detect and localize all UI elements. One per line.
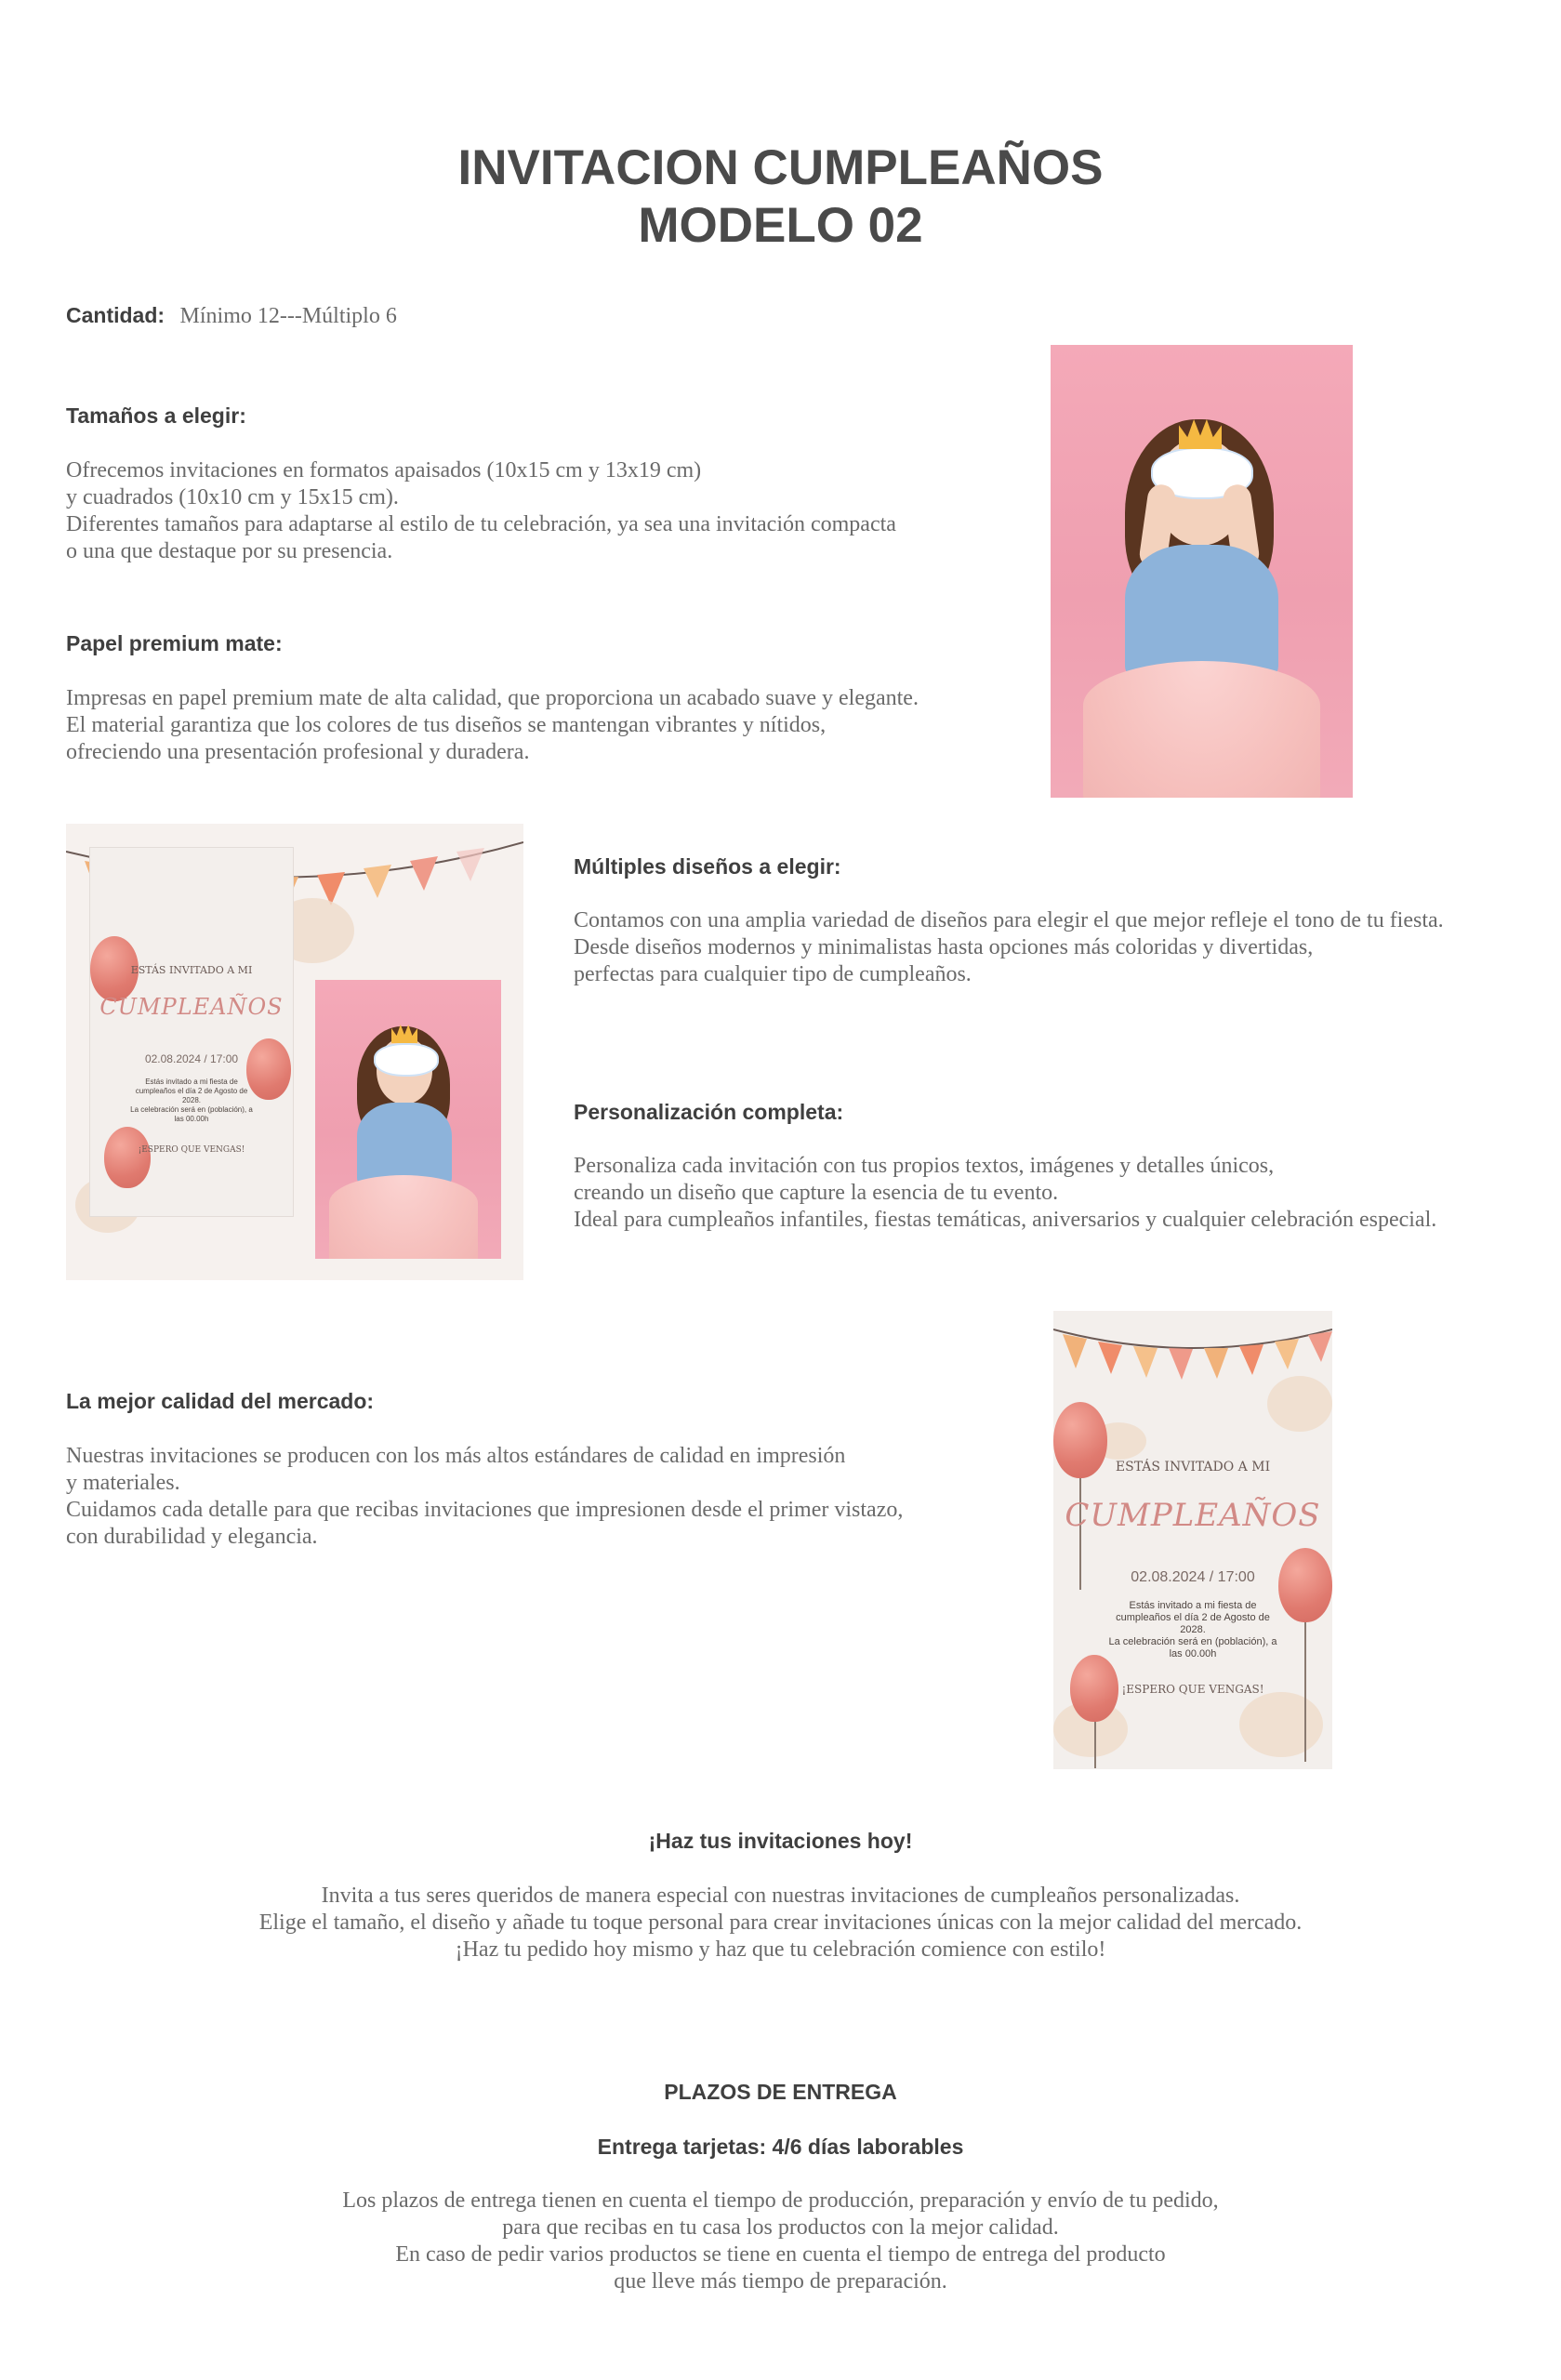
invitation-detail-line: 2028. — [1180, 1624, 1206, 1635]
personalization-line: Personaliza cada invitación con tus propios textos, imágenes y detalles únicos, — [574, 1154, 1275, 1178]
quality-line: Cuidamos cada detalle para que recibas invitaciones que impresionen desde el primer vistazo, — [66, 1498, 904, 1522]
invitation-detail-line: Estás invitado a mi fiesta de — [1129, 1600, 1257, 1611]
girl-photo-small — [315, 980, 501, 1259]
delivery-line: para que recibas en tu casa los productos con la mejor calidad. — [502, 2215, 1059, 2240]
cta-line: ¡Haz tu pedido hoy mismo y haz que tu celebración comience con estilo! — [455, 1937, 1106, 1962]
invitation-detail-line: las 00.00h — [1169, 1648, 1217, 1659]
delivery-text — [0, 2188, 1561, 2295]
sizes-heading: Tamaños a elegir: — [66, 403, 246, 428]
title-line-2: MODELO 02 — [638, 198, 923, 253]
invitation-script-title: CUMPLEAÑOS — [1065, 1497, 1321, 1534]
invitation-closing: ¡ESPERO QUE VENGAS! — [1121, 1683, 1264, 1696]
delivery-subheading: Entrega tarjetas: 4/6 días laborables — [597, 2135, 964, 2159]
shirt — [1125, 545, 1278, 680]
quality-heading: La mejor calidad del mercado: — [66, 1389, 375, 1413]
quality-text — [66, 1443, 903, 1551]
cta-text — [0, 1883, 1561, 1964]
quantity-value: Mínimo 12---Múltiplo 6 — [179, 304, 397, 328]
invitation-details — [1053, 1600, 1332, 1660]
title-line-1: INVITACION CUMPLEAÑOS — [457, 140, 1104, 195]
designs-line: perfectas para cualquier tipo de cumpleaños. — [574, 962, 972, 986]
tutu-skirt — [329, 1175, 478, 1259]
paper-line: ofreciendo una presentación profesional y duradera. — [66, 740, 530, 764]
invitation-invited: ESTÁS INVITADO A MI — [130, 964, 253, 976]
quantity-row — [66, 303, 397, 329]
invitation-detail-line: cumpleaños el día 2 de Agosto de — [1116, 1612, 1270, 1623]
balloon-string — [1094, 1722, 1096, 1768]
invitation-composite — [66, 824, 523, 1280]
personalization-heading: Personalización completa: — [574, 1100, 844, 1124]
sizes-line: o una que destaque por su presencia. — [66, 539, 393, 563]
quality-line: con durabilidad y elegancia. — [66, 1525, 318, 1549]
invitation-detail-line: La celebración será en (población), a — [1108, 1636, 1277, 1647]
sizes-line: y cuadrados (10x10 cm y 15x15 cm). — [66, 485, 399, 509]
invitation-detail-line: cumpleaños el día 2 de Agosto de — [135, 1087, 248, 1095]
cloud — [1239, 1692, 1323, 1757]
delivery-heading: PLAZOS DE ENTREGA — [664, 2080, 897, 2104]
invitation-closing: ¡ESPERO QUE VENGAS! — [138, 1145, 245, 1155]
paper-heading: Papel premium mate: — [66, 631, 283, 655]
invitation-script-title: CUMPLEAÑOS — [99, 994, 284, 1020]
personalization-text — [574, 1153, 1436, 1234]
sizes-line: Ofrecemos invitaciones en formatos apaisados (10x15 cm y 13x19 cm) — [66, 458, 702, 483]
delivery-line: Los plazos de entrega tienen en cuenta el tiempo de producción, preparación y envío de tu pedido, — [342, 2188, 1219, 2213]
balloon — [104, 1127, 151, 1188]
tutu-skirt — [1083, 661, 1320, 798]
quantity-label: Cantidad: — [66, 303, 165, 327]
invitation-card-small — [89, 847, 294, 1217]
paper-text — [66, 685, 919, 766]
invitation-date: 02.08.2024 / 17:00 — [144, 1052, 239, 1065]
designs-text — [574, 907, 1444, 988]
delivery-line: En caso de pedir varios productos se tiene en cuenta el tiempo de entrega del producto — [395, 2242, 1166, 2267]
designs-line: Desde diseños modernos y minimalistas hasta opciones más coloridas y divertidas, — [574, 935, 1314, 959]
shirt — [357, 1103, 452, 1186]
cloud — [1267, 1376, 1332, 1432]
invitation-details — [90, 1078, 293, 1124]
personalization-line: Ideal para cumpleaños infantiles, fiestas temáticas, aniversarios y cualquier celebración especial. — [574, 1208, 1437, 1232]
designs-line: Contamos con una amplia variedad de diseños para elegir el que mejor refleje el tono de tu fiesta. — [574, 908, 1444, 932]
page-title — [0, 139, 1561, 255]
invitation-detail-line: Estás invitado a mi fiesta de — [145, 1078, 238, 1086]
designs-heading: Múltiples diseños a elegir: — [574, 854, 841, 879]
paper-line: El material garantiza que los colores de tus diseños se mantengan vibrantes y nítidos, — [66, 713, 827, 737]
sizes-line: Diferentes tamaños para adaptarse al estilo de tu celebración, ya sea una invitación compacta — [66, 512, 896, 536]
sizes-text — [66, 457, 896, 565]
cta-line: Elige el tamaño, el diseño y añade tu toque personal para crear invitaciones únicas con la mejor calidad del mercado. — [258, 1911, 1303, 1935]
invitation-invited: ESTÁS INVITADO A MI — [1115, 1460, 1271, 1474]
girl-photo — [1051, 345, 1353, 798]
paper-line: Impresas en papel premium mate de alta calidad, que proporciona un acabado suave y elegante. — [66, 686, 919, 710]
personalization-line: creando un diseño que capture la esencia de tu evento. — [574, 1181, 1059, 1205]
quality-line: y materiales. — [66, 1471, 180, 1495]
invitation-detail-line: las 00.00h — [174, 1115, 209, 1123]
delivery-line: que lleve más tiempo de preparación. — [614, 2269, 947, 2294]
quality-line: Nuestras invitaciones se producen con los más altos estándares de calidad en impresión — [66, 1444, 846, 1468]
cta-line: Invita a tus seres queridos de manera especial con nuestras invitaciones de cumpleaños personalizadas. — [321, 1884, 1240, 1908]
invitation-date: 02.08.2024 / 17:00 — [1131, 1569, 1255, 1585]
invitation-card-large — [1053, 1311, 1332, 1769]
invitation-detail-line: La celebración será en (población), a — [130, 1105, 253, 1114]
eye-mask — [374, 1043, 439, 1077]
cta-heading: ¡Haz tus invitaciones hoy! — [648, 1829, 913, 1853]
invitation-detail-line: 2028. — [181, 1096, 202, 1104]
